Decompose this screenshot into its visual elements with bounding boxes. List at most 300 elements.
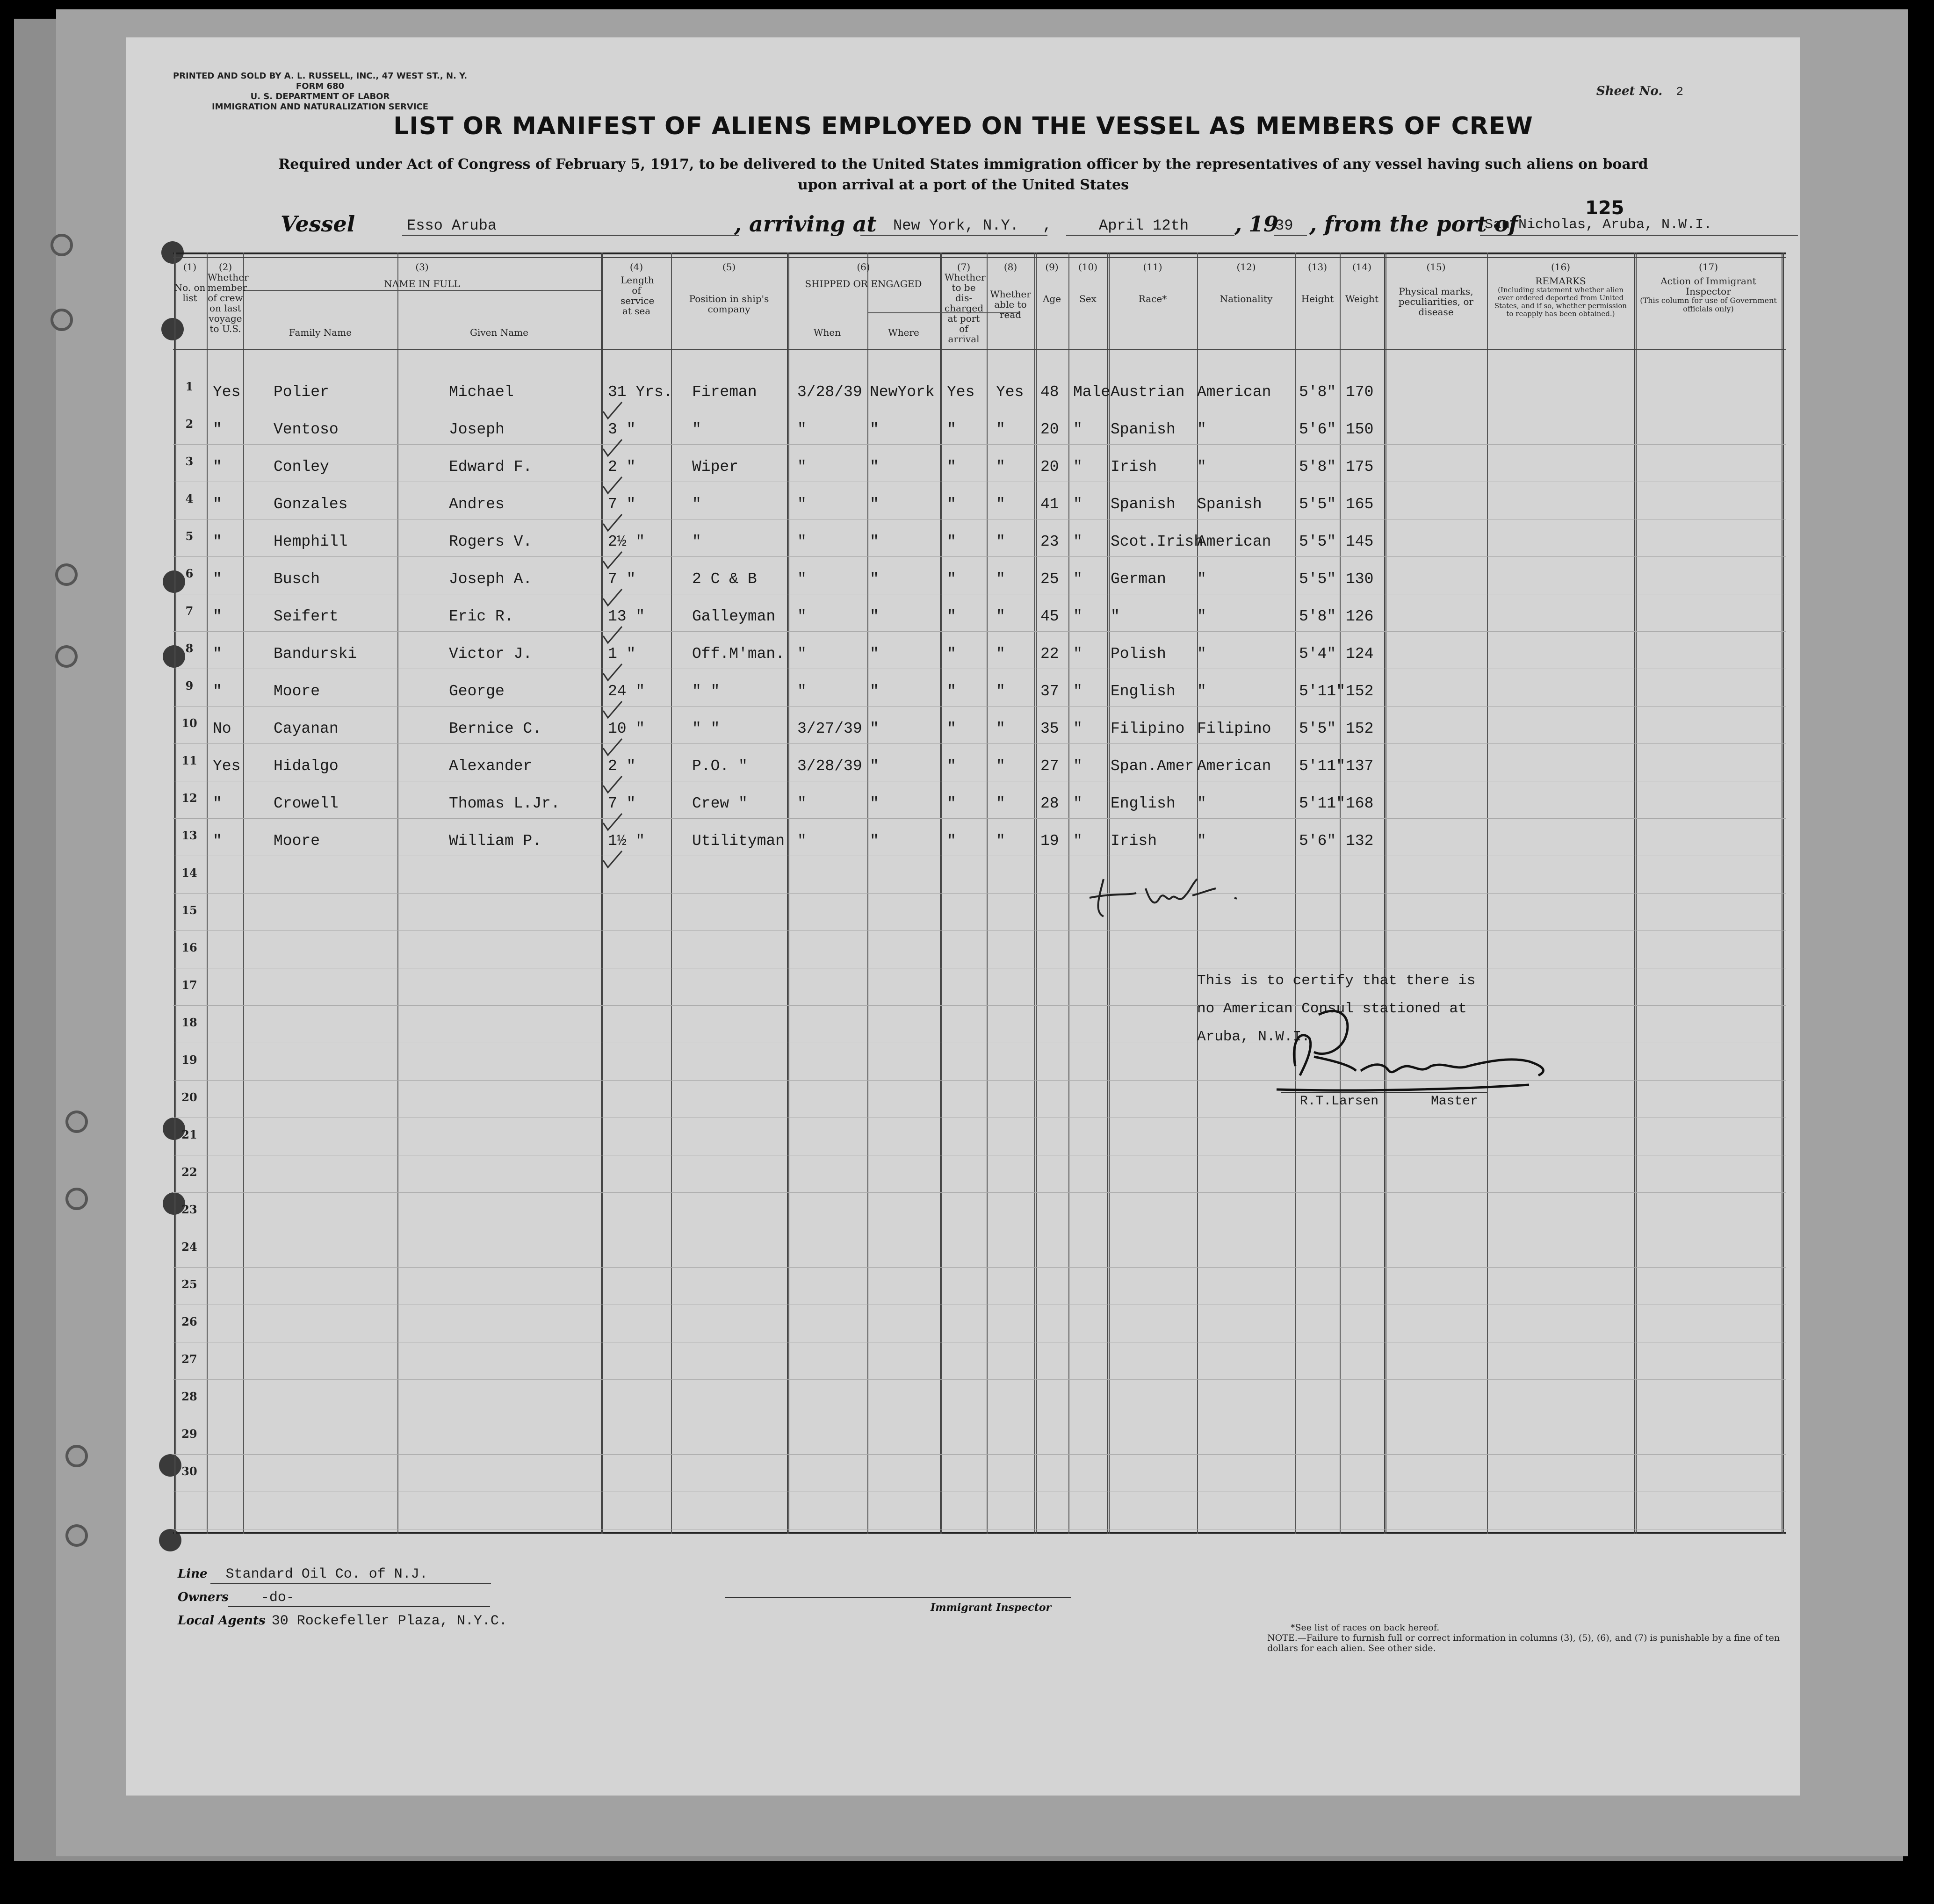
col6-header: (6) SHIPPED OR ENGAGED [805,261,922,289]
cell-when: " [797,533,807,550]
cell-when: " [797,421,807,438]
cell-prev: " [213,795,222,812]
cell-given: Rogers V. [449,533,533,550]
cell-where: NewYork [870,383,935,401]
certification-line-1: This is to certify that there is [1197,973,1476,989]
cell-weight: 165 [1346,496,1374,513]
cell-race: German [1111,570,1166,588]
cell-family: Ventoso [274,421,339,438]
date-underline [1066,235,1234,236]
cell-race: English [1111,683,1176,700]
cell-race: Polish [1111,645,1166,663]
row-rule [173,444,1786,445]
cell-given: Thomas L.Jr. [449,795,560,812]
cell-race: Scot.Irish [1111,533,1204,550]
cell-height: 5'5" [1299,533,1336,550]
cell-disch: Yes [947,383,975,401]
cell-family: Hemphill [274,533,348,550]
cell-nat: " [1197,570,1206,588]
owners-field: Owners -do- [178,1590,295,1606]
line-value: Standard Oil Co. of N.J. [225,1566,428,1582]
cell-age: 28 [1040,795,1059,812]
cell-prev: " [213,570,222,588]
cell-disch: " [947,720,956,737]
cell-read: " [996,533,1005,550]
master-name: R.T.Larsen [1300,1094,1379,1109]
cell-where: " [870,421,879,438]
cell-sex: " [1073,645,1082,663]
cell-age: 20 [1040,458,1059,476]
cell-disch: " [947,608,956,625]
cell-when: " [797,832,807,850]
inspector-signature-line [725,1597,1071,1598]
cell-prev: " [213,533,222,550]
cell-race: Spanish [1111,421,1176,438]
cell-position: Fireman [692,383,757,401]
cell-sex: " [1073,683,1082,700]
cell-weight: 170 [1346,383,1374,401]
row-number: 19 [181,1053,197,1067]
cell-read: " [996,570,1005,588]
cell-family: Busch [274,570,320,588]
cell-height: 5'5" [1299,496,1336,513]
cell-position: " [692,496,701,513]
cell-disch: " [947,570,956,588]
cell-weight: 152 [1346,720,1374,737]
row-number: 13 [181,829,197,842]
cell-family: Moore [274,683,320,700]
row-number: 29 [181,1427,197,1441]
cell-where: " [870,496,879,513]
cell-disch: " [947,645,956,663]
cell-weight: 152 [1346,683,1374,700]
cell-read: " [996,421,1005,438]
binder-hole [55,563,78,586]
cell-where: " [870,645,879,663]
row-number: 10 [181,716,197,730]
printer-imprint [173,71,467,112]
cell-when: " [797,570,807,588]
cell-when: " [797,795,807,812]
cell-read: Yes [996,383,1024,401]
cell-prev: " [213,683,222,700]
row-number: 17 [181,978,197,992]
row-rule [173,1267,1786,1268]
cell-family: Seifert [274,608,339,625]
cell-race: Span.Amer. [1111,757,1204,775]
cell-given: William P. [449,832,542,850]
cell-disch: " [947,683,956,700]
cell-service: 2 " [608,458,636,476]
cell-height: 5'8" [1299,458,1336,476]
vessel-underline [402,235,739,236]
row-number: 21 [181,1128,197,1141]
cell-age: 25 [1040,570,1059,588]
cell-read: " [996,720,1005,737]
cell-when: " [797,683,807,700]
cell-given: Edward F. [449,458,533,476]
cell-service: 2½ " [608,533,645,550]
row-number: 3 [185,454,194,468]
page-subtitle: Required under Act of Congress of February 5, 1917, to be delivered to the United States immigration officer by the representatives of any vessel having such aliens on board upon arrival at a port of the United States [278,156,1648,193]
cell-height: 5'8" [1299,608,1336,625]
service-line: IMMIGRATION AND NATURALIZATION SERVICE [211,102,429,112]
cell-sex: " [1073,795,1082,812]
cell-nat: " [1197,683,1206,700]
cell-sex: " [1073,757,1082,775]
crew-table [173,252,1786,1534]
cell-sex: " [1073,533,1082,550]
col7-header: (7) Whether to be dis-charged at port of arrival [945,261,986,345]
page-title: LIST OR MANIFEST OF ALIENS EMPLOYED ON THE VESSEL AS MEMBERS OF CREW [393,112,1533,140]
arriving-port: New York, N.Y. [893,217,1019,234]
binder-hole [51,309,73,331]
cell-read: " [996,683,1005,700]
line-field: Line Standard Oil Co. of N.J. [178,1566,428,1582]
row-number: 7 [185,604,194,618]
row-number: 5 [185,529,194,543]
year-suffix: 39 [1275,217,1293,234]
cell-given: Joseph A. [449,570,533,588]
cell-weight: 150 [1346,421,1374,438]
from-port-label: , from the port of [1309,211,1518,237]
cell-when: " [797,645,807,663]
vessel-name: Esso Aruba [407,217,497,234]
col9-header: (9) Age [1042,261,1061,304]
agents-field: Local Agents 30 Rockefeller Plaza, N.Y.C. [178,1613,507,1629]
row-number: 22 [181,1165,197,1179]
cell-position: P.O. " [692,757,748,775]
cell-service: 1 " [608,645,636,663]
row-rule [173,1454,1786,1455]
printer-line: PRINTED AND SOLD BY A. L. RUSSELL, INC., 47 WEST ST., N. Y. [173,71,468,81]
cell-prev: No [213,720,231,737]
cell-weight: 124 [1346,645,1374,663]
cell-position: " [692,421,701,438]
cell-service: 13 " [608,608,645,625]
year-underline [1274,235,1307,236]
cell-where: " [870,533,879,550]
row-rule [173,930,1786,931]
cell-nat: American [1197,533,1271,550]
owners-underline [228,1606,490,1607]
cell-nat: " [1197,421,1206,438]
row-number: 26 [181,1315,197,1328]
cell-given: Andres [449,496,505,513]
cell-age: 19 [1040,832,1059,850]
cell-where: " [870,683,879,700]
col15-header: (15) Physical marks, peculiarities, or disease [1398,261,1474,317]
cell-where: " [870,608,879,625]
cell-family: Polier [274,383,329,401]
cell-sex: " [1073,832,1082,850]
row-rule [173,1379,1786,1380]
cell-race: Irish [1111,458,1157,476]
cell-when: " [797,608,807,625]
row-number: 4 [185,492,194,505]
cell-service: 1½ " [608,832,645,850]
cell-height: 5'8" [1299,383,1336,401]
col8-header: (8) Whether able to read [990,261,1031,320]
col2-header: (2) Whether member of crew on last voyage to U.S. [208,261,249,334]
cell-where: " [870,458,879,476]
cell-age: 27 [1040,757,1059,775]
owners-value: -do- [260,1590,295,1606]
cell-service: 7 " [608,795,636,812]
cell-position: 2 C & B [692,570,757,588]
cell-position: Wiper [692,458,739,476]
row-rule [173,893,1786,894]
cell-height: 5'11" [1299,757,1346,775]
cell-prev: " [213,421,222,438]
cell-sex: " [1073,608,1082,625]
cell-height: 5'5" [1299,720,1336,737]
document-number: 125 [1585,197,1624,219]
cell-nat: " [1197,795,1206,812]
col16-header: (16) REMARKS (Including statement whether alien ever ordered deported from United States, and if so, whether permission to reapply has been obtained.) [1494,261,1627,318]
col14-header: (14) Weight [1345,261,1378,304]
master-signature [1267,996,1595,1103]
cell-prev: " [213,608,222,625]
cell-service: 2 " [608,757,636,775]
cell-prev: " [213,645,222,663]
cell-nat: Spanish [1197,496,1262,513]
cell-prev: Yes [213,757,241,775]
row-number: 8 [185,642,194,655]
cell-given: George [449,683,505,700]
inspector-label: Immigrant Inspector [931,1601,1052,1614]
given-name-header: Given Name [470,327,528,338]
department-line: U. S. DEPARTMENT OF LABOR [250,92,390,101]
cell-weight: 168 [1346,795,1374,812]
sheet-label: Sheet No. [1596,84,1663,98]
sheet-number [1596,84,1683,99]
cell-given: Victor J. [449,645,533,663]
cell-nat: " [1197,458,1206,476]
binder-hole [65,1188,88,1210]
row-number: 30 [181,1464,197,1478]
cell-given: Eric R. [449,608,514,625]
col11-header: (11) Race* [1138,261,1167,304]
inspector-initials [1085,870,1253,921]
cell-sex: " [1073,720,1082,737]
cell-sex: " [1073,496,1082,513]
cell-where: " [870,720,879,737]
cell-given: Bernice C. [449,720,542,737]
cell-race: Austrian [1111,383,1185,401]
row-number: 11 [181,754,197,767]
cell-height: 5'6" [1299,832,1336,850]
row-rule [173,743,1786,744]
cell-height: 5'6" [1299,421,1336,438]
row-number: 15 [181,903,197,917]
cell-where: " [870,757,879,775]
cell-family: Gonzales [274,496,348,513]
row-number: 16 [181,941,197,954]
cell-read: " [996,757,1005,775]
col3-header: (3) NAME IN FULL [384,261,460,289]
cell-nat: " [1197,645,1206,663]
vessel-label: Vessel [281,211,355,237]
cell-weight: 137 [1346,757,1374,775]
cell-read: " [996,608,1005,625]
row-rule [173,1192,1786,1193]
cell-read: " [996,832,1005,850]
cell-weight: 126 [1346,608,1374,625]
row-number: 28 [181,1390,197,1403]
cell-race: " [1111,608,1120,625]
row-number: 25 [181,1277,197,1291]
cell-read: " [996,645,1005,663]
cell-weight: 175 [1346,458,1374,476]
cell-disch: " [947,757,956,775]
cell-family: Hidalgo [274,757,339,775]
cell-service: 7 " [608,570,636,588]
cell-position: " [692,533,701,550]
cell-age: 22 [1040,645,1059,663]
agents-value: 30 Rockefeller Plaza, N.Y.C. [271,1613,507,1629]
cell-weight: 132 [1346,832,1374,850]
family-name-header: Family Name [289,327,352,338]
cell-weight: 130 [1346,570,1374,588]
cell-race: English [1111,795,1176,812]
shipped-where-header: Where [888,327,919,338]
cell-race: Irish [1111,832,1157,850]
row-number: 9 [185,679,194,692]
cell-read: " [996,496,1005,513]
row-number: 23 [181,1203,197,1216]
row-number: 12 [181,791,197,805]
cell-disch: " [947,832,956,850]
year-prefix: 19 [1248,211,1279,237]
cell-given: Alexander [449,757,533,775]
cell-when: " [797,496,807,513]
header-top-rule [173,257,1786,258]
row-rule [173,706,1786,707]
row-rule [173,556,1786,557]
cell-position: Crew " [692,795,748,812]
col1-header: (1) No. on list [174,261,206,303]
col12-header: (12) Nationality [1220,261,1273,304]
cell-age: 41 [1040,496,1059,513]
row-rule [173,818,1786,819]
row-number: 14 [181,866,197,880]
cell-prev: " [213,832,222,850]
certification-line-3: Aruba, N.W.I. [1197,1029,1310,1045]
footnote: *See list of races on back hereof. NOTE.—Failure to furnish full or correct information in columns (3), (5), (6), and (7) is punishable by a fine of ten dollars for each alien. See other side. [1267,1623,1780,1653]
cell-family: Conley [274,458,329,476]
cell-disch: " [947,496,956,513]
cell-height: 5'11" [1299,683,1346,700]
cell-position: Off.M'man. [692,645,785,663]
cell-service: 24 " [608,683,645,700]
cell-height: 5'4" [1299,645,1336,663]
cell-nat: Filipino [1197,720,1271,737]
cell-nat: American [1197,757,1271,775]
cell-service: 7 " [608,496,636,513]
cell-disch: " [947,533,956,550]
cell-position: Utilityman [692,832,785,850]
row-number: 2 [185,417,194,431]
master-title: Master [1431,1094,1478,1109]
cell-when: 3/27/39 [797,720,862,737]
line-underline [210,1583,491,1584]
cell-age: 45 [1040,608,1059,625]
cell-service: 31 Yrs. [608,383,673,401]
cell-disch: " [947,458,956,476]
cell-position: Galleyman [692,608,776,625]
cell-family: Moore [274,832,320,850]
cell-weight: 145 [1346,533,1374,550]
cell-read: " [996,795,1005,812]
col4-header: (4) Length of service at sea [621,261,655,317]
col17-header: (17) Action of Immigrant Inspector (This column for use of Government officials only) [1640,261,1777,313]
binder-hole [51,234,73,256]
row-number: 6 [185,567,194,580]
cell-age: 20 [1040,421,1059,438]
sheet-value: 2 [1676,85,1683,99]
row-number: 27 [181,1352,197,1366]
cell-family: Cayanan [274,720,339,737]
manifest-sheet: PRINTED AND SOLD BY A. L. RUSSELL, INC., 47 WEST ST., N. Y. FORM 680 U. S. DEPARTMENT OF LABOR IMMIGRATION AND NATURALIZATION SERVICE Sheet No. 2 LIST OR MANIFEST OF ALIENS EMPLOYED ON THE VESSEL AS MEMBERS OF CREW Required under Act of Congress of February 5, 1917, to be delivered to the United States immigration officer by the representatives of any vessel having such aliens on board upon arrival at a port of the United States 125 Vessel Esso Aruba , arriving at New York, N.Y. , April 12th , 19 39 , from the port of San Nicholas, Aruba, N.W.I. (1) No. on list (2) Whether member of crew on last voyage to U.S. (3) NAME IN FULL Family Name Given Name (4) Length of service at sea (5) Position in ship's company (6) SHIPPED OR ENGAGED When Where (7) Whether to be dis-charged at port of arrival (8) Whether able to read (9) Age (10) Sex (11) Race* (12) Nationality (13) Height (14) Weight (15) Physical marks, peculiarities, or disease (16) REMARKS (Including statement whether alien ever ordered deported from United States, and if so, whether permission to reapply has been obtained.) (17) Action of Immigrant Inspector (This column for use of Government officials only) 1 Yes Polier Michael 31 Yrs. Fireman 3/28/39 NewYork Yes Yes 48 Male Austrian American 5'8" 170 2 " Ventoso Joseph 3 " " " " " " 20 " Spanish " 5'6" 150 3 " Conley Edward F. 2 " Wiper " " " " 20 " Irish " 5'8" 175 4 " Gonzales Andres 7 " " " " " " 41 " Spanish Spanish 5'5" 165 5 " Hemphill Rogers V. 2½ " " " " " " 23 " Scot.Irish American 5'5" 145 6 " Busch Joseph A. 7 " 2 C & B " " " " 25 " German " 5'5" 130 7 " Seifert Eric R. 13 " Galleyman " " " " 45 " " " 5'8" 126 8 " Bandurski Victor J. 1 " Off.M'man. " " " " 22 " Polish " 5'4" 124 9 " Moore George 24 " " " " " " " 37 " English " 5'11" 152 10 No Cayanan Bernice C. 10 " " " 3/27/39 " " " 35 " Filipino Filipino 5'5" 152 11 Yes Hidalgo Alexander 2 " P.O. " 3/28/39 " " " 27 " Span.Amer. American 5'11" 137 12 " Crowell Thomas L.Jr. 7 " Crew " " " " " 28 " English " 5'11" 168 13 " Moore William P. 1½ " Utilityman " " " " 19 " Irish " 5'6" 132 14 15 16 17 18 19 20 21 22 23 24 25 26 27 28 29 30 This is to certify that there is no American Consul stationed at Aruba, N.W.I. R.T.Larsen Master Line Standard Oil Co. of N.J. Owners -do- Local Agents 30 Rockefeller Plaza, N.Y.C. Immigrant Inspector *See list of races on back hereof. NOTE.—Failure to furnish full or correct information in columns (3), (5), (6), and (7) is punishable by a fine of ten dollars for each alien. See other side. [126,37,1800,1796]
cell-disch: " [947,421,956,438]
cell-nat: American [1197,383,1271,401]
port-underline [1480,235,1798,236]
cell-when: 3/28/39 [797,383,862,401]
col5-header: (5) Position in ship's company [689,261,769,315]
binder-hole [65,1524,88,1547]
cell-race: Spanish [1111,496,1176,513]
cell-sex: " [1073,458,1082,476]
arriving-underline [860,235,1047,236]
cell-nat: " [1197,608,1206,625]
cell-age: 23 [1040,533,1059,550]
cell-family: Crowell [274,795,339,812]
cell-position: " " [692,683,720,700]
arrival-date: April 12th [1099,217,1189,234]
row-number: 1 [185,380,194,393]
cell-disch: " [947,795,956,812]
row-number: 20 [181,1090,197,1104]
cell-nat: " [1197,832,1206,850]
cell-sex: " [1073,421,1082,438]
cell-prev: " [213,496,222,513]
cell-sex: Male [1073,383,1111,401]
binder-hole [65,1445,88,1467]
cell-where: " [870,832,879,850]
shipped-when-header: When [813,327,841,338]
cell-prev: Yes [213,383,241,401]
cell-when: " [797,458,807,476]
col10-header: (10) Sex [1078,261,1098,304]
cell-age: 35 [1040,720,1059,737]
arriving-label: , arriving at [734,211,877,237]
check-marks [594,318,636,926]
cell-position: " " [692,720,720,737]
cell-sex: " [1073,570,1082,588]
cell-race: Filipino [1111,720,1185,737]
col13-header: (13) Height [1301,261,1334,304]
signature-line [1281,1092,1487,1093]
cell-family: Bandurski [274,645,357,663]
row-number: 24 [181,1240,197,1254]
cell-read: " [996,458,1005,476]
cell-when: 3/28/39 [797,757,862,775]
row-number: 18 [181,1016,197,1029]
cell-service: 10 " [608,720,645,737]
cell-where: " [870,570,879,588]
cell-service: 3 " [608,421,636,438]
